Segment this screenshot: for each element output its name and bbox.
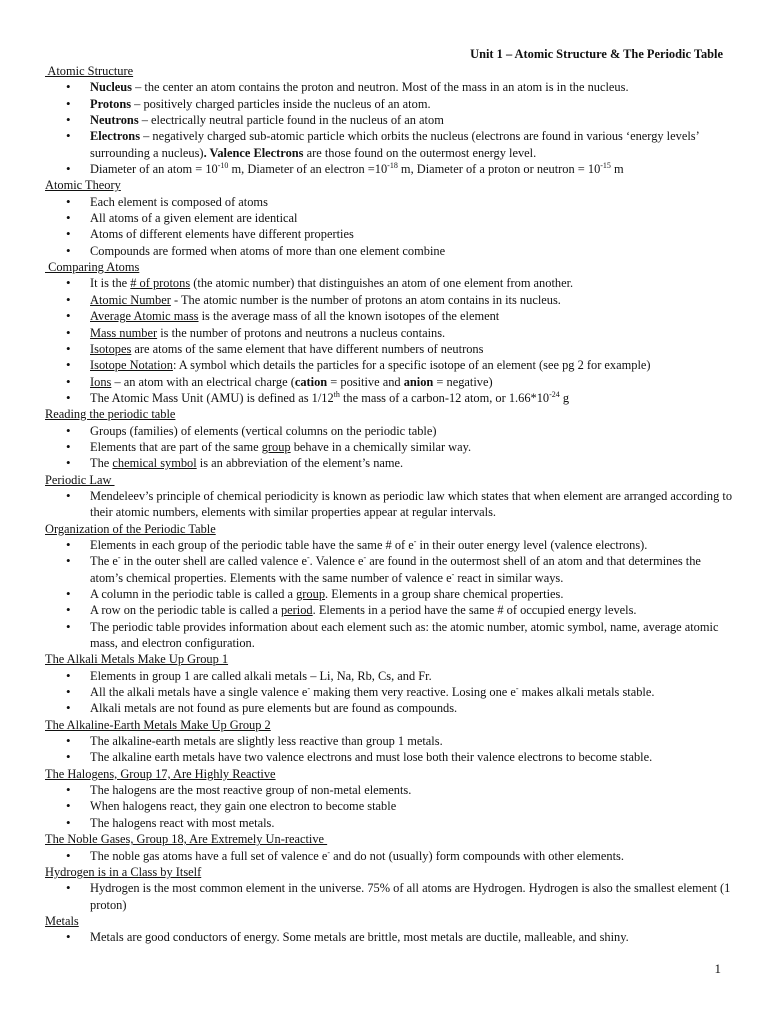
text-run: . Elements in a period have the same # of occupied energy levels. — [312, 603, 637, 618]
text-run: in their outer energy level (valence electrons). — [416, 537, 648, 552]
text-run: g — [559, 390, 570, 405]
text-run: A column in the periodic table is called a — [90, 587, 297, 601]
text-run: and do not (usually) form compounds with other elements. — [330, 848, 624, 863]
section-heading: The Alkaline-Earth Metals Make Up Group 2 — [45, 717, 271, 732]
bullet-item — [45, 848, 735, 864]
superscript: - — [307, 553, 310, 563]
text-run: – negatively charged sub-atomic particle which orbits the nucleus (electrons are found in various ‘energy levels’ surrounding a nucleus) — [90, 129, 699, 160]
bullet-list — [45, 423, 735, 472]
bullet-item — [45, 537, 735, 553]
text-run: - The atomic number is the number of protons an atom contains in its nucleus. — [170, 292, 561, 307]
section-heading: The Halogens, Group 17, Are Highly Reactive — [45, 766, 276, 781]
bullet-list — [45, 275, 735, 406]
bullet-item — [45, 161, 735, 177]
text-run: – electrically neutral particle found in the nucleus of an atom — [138, 113, 444, 128]
bullet-list — [45, 782, 735, 831]
bold-term: Electrons — [90, 129, 141, 144]
section-heading: Atomic Structure — [45, 64, 134, 78]
page-number: 1 — [714, 961, 721, 976]
text-run: react in similar ways. — [454, 570, 564, 585]
underlined-term: Isotopes — [90, 341, 132, 356]
bullet-item — [45, 423, 735, 439]
bullet-list — [45, 194, 735, 259]
bullet-item — [45, 325, 735, 341]
superscript: - — [413, 536, 417, 546]
bullet-list — [45, 880, 735, 913]
text-run: are those found on the outermost energy level. — [303, 145, 537, 160]
bullet-list — [45, 79, 735, 177]
superscript: -18 — [387, 161, 398, 171]
text-run: The — [90, 456, 113, 471]
bold-term: Protons — [90, 96, 132, 111]
bullet-list — [45, 929, 735, 945]
underlined-term: Mass number — [90, 325, 158, 340]
bullet-item — [45, 96, 735, 112]
bullet-item — [45, 749, 735, 765]
text-run: The periodic table provides information about each element such as: the atomic number, atomic symbol, name, average atomic mass, and electron configuration. — [90, 619, 719, 651]
bullet-item — [45, 586, 735, 602]
bullet-item — [45, 292, 735, 308]
bullet-item — [45, 374, 735, 390]
superscript: -24 — [549, 389, 560, 399]
text-run: Each element is composed of atoms — [90, 194, 268, 209]
section-heading: The Noble Gases, Group 18, Are Extremely Un-reactive — [45, 832, 328, 847]
text-run: Hydrogen is the most common element in the universe. 75% of all atoms are Hydrogen. Hydrogen is also the smallest element (1 proton) — [90, 881, 731, 912]
bullet-item — [45, 390, 735, 406]
bullet-item — [45, 226, 735, 242]
bullet-item — [45, 308, 735, 324]
underlined-term: Isotope Notation — [90, 358, 173, 373]
text-run: are found in the outermost shell of an atom and that determines the atom’s chemical properties. Elements with the same number of valence e — [90, 554, 701, 585]
underlined-term: chemical symbol — [112, 456, 197, 471]
text-run: Atoms of different elements have different properties — [90, 227, 354, 242]
text-run: the mass of a carbon-12 atom, or 1.66*10 — [339, 390, 550, 405]
text-run: Compounds are formed when atoms of more than one element combine — [90, 243, 446, 258]
text-run: makes alkali metals stable. — [518, 685, 655, 700]
bold-term: . Valence Electrons — [203, 145, 304, 160]
text-run: behave in a chemically similar way. — [290, 439, 472, 454]
bullet-item — [45, 668, 735, 684]
text-run: m, Diameter of an electron =10 — [228, 162, 388, 177]
page-title: Unit 1 – Atomic Structure & The Periodic Table — [470, 47, 723, 61]
underlined-term: # of protons — [130, 276, 191, 291]
text-run: . Elements in a group share chemical properties. — [325, 587, 564, 601]
section-heading: Hydrogen is in a Class by Itself — [45, 864, 202, 879]
text-run: – an atom with an electrical charge ( — [111, 374, 295, 389]
text-run: The halogens react with most metals. — [90, 815, 275, 830]
bullet-item — [45, 815, 735, 831]
bold-term: anion — [403, 374, 434, 389]
superscript: - — [363, 553, 367, 563]
text-run: All the alkali metals have a single valence e — [90, 685, 308, 700]
text-run: = positive and — [327, 374, 404, 389]
superscript: -10 — [217, 161, 229, 171]
bullet-item — [45, 733, 735, 749]
section-heading: Reading the periodic table — [45, 407, 176, 422]
text-run: It is the — [90, 276, 131, 291]
bullet-item — [45, 243, 735, 259]
text-run: The Atomic Mass Unit (AMU) is defined as 1/12 — [90, 390, 334, 405]
text-run: The alkaline earth metals have two valence electrons and must lose both their valence electrons to become stable. — [90, 750, 653, 765]
text-run: (the atomic number) that distinguishes an atom of one element from another. — [190, 276, 574, 291]
text-run: Elements in group 1 are called alkali metals – Li, Na, Rb, Cs, and Fr. — [90, 668, 432, 683]
superscript: - — [327, 847, 331, 857]
text-run: The alkaline-earth metals are slightly less reactive than group 1 metals. — [90, 734, 443, 749]
text-run: Diameter of an atom = 10 — [90, 162, 218, 177]
text-run: . Valence e — [309, 554, 364, 569]
document-body — [45, 63, 735, 946]
text-run: are atoms of the same element that have different numbers of neutrons — [131, 341, 484, 356]
superscript: - — [515, 684, 519, 694]
underlined-term: period — [280, 603, 313, 618]
underlined-term: Atomic Number — [90, 292, 171, 307]
text-run: m — [610, 162, 624, 177]
section-heading: Atomic Theory — [45, 178, 121, 193]
text-run: The e — [90, 554, 118, 569]
bullet-item — [45, 782, 735, 798]
bullet-list — [45, 668, 735, 717]
text-run: The noble gas atoms have a full set of valence e — [90, 848, 328, 863]
text-run: is the number of protons and neutrons a nucleus contains. — [157, 325, 446, 340]
bullet-list — [45, 537, 735, 651]
bullet-list — [45, 733, 735, 766]
superscript: - — [117, 553, 121, 563]
bullet-list — [45, 848, 735, 864]
section-heading: Periodic Law — [45, 472, 115, 487]
section-heading: Comparing Atoms — [45, 260, 140, 275]
bullet-item — [45, 602, 735, 618]
text-run: m, Diameter of a proton or neutron = 10 — [397, 162, 601, 177]
superscript: - — [307, 684, 311, 694]
text-run: – positively charged particles inside the nucleus of an atom. — [131, 96, 431, 111]
superscript: -15 — [600, 161, 611, 171]
text-run: All atoms of a given element are identical — [90, 211, 298, 226]
bullet-item — [45, 880, 735, 913]
superscript: - — [451, 569, 455, 579]
underlined-term: group — [261, 439, 291, 454]
bullet-item — [45, 684, 735, 700]
text-run: making them very reactive. Losing one e — [310, 685, 516, 700]
text-run: Elements that are part of the same — [90, 439, 262, 454]
bullet-item — [45, 341, 735, 357]
bullet-item — [45, 79, 735, 95]
bullet-item — [45, 488, 735, 521]
bold-term: cation — [294, 374, 328, 389]
text-run: : A symbol which details the particles for a specific isotope of an element (see pg 2 for example) — [172, 358, 651, 373]
bold-term: Neutrons — [90, 113, 139, 128]
bullet-item — [45, 929, 735, 945]
text-run: in the outer shell are called valence e — [120, 554, 307, 569]
bullet-item — [45, 553, 735, 586]
text-run: Groups (families) of elements (vertical columns on the periodic table) — [90, 423, 437, 438]
bullet-item — [45, 798, 735, 814]
bullet-item — [45, 112, 735, 128]
bullet-item — [45, 128, 735, 161]
text-run: = negative) — [433, 374, 493, 389]
text-run: Mendeleev’s principle of chemical periodicity is known as periodic law which states that when element are arranged according to their atomic numbers, elements with similar properties appear at regular intervals. — [90, 488, 733, 520]
underlined-term: Average Atomic mass — [90, 309, 199, 324]
text-run: Alkali metals are not found as pure elements but are found as compounds. — [90, 701, 458, 716]
text-run: is the average mass of all the known isotopes of the element — [198, 309, 500, 324]
superscript: th — [333, 389, 340, 399]
underlined-term: group — [296, 587, 326, 601]
text-run: A row on the periodic table is called a — [90, 603, 281, 618]
underlined-term: Ions — [90, 374, 112, 389]
text-run: is an abbreviation of the element’s name. — [196, 456, 404, 471]
text-run: – the center an atom contains the proton and neutron. Most of the mass in an atom is in the nucleus. — [132, 80, 629, 95]
text-run: When halogens react, they gain one electron to become stable — [90, 799, 397, 814]
bullet-item — [45, 194, 735, 210]
section-heading: Organization of the Periodic Table — [45, 521, 216, 536]
bullet-item — [45, 275, 735, 291]
bold-term: Nucleus — [90, 80, 132, 95]
section-heading: The Alkali Metals Make Up Group 1 — [45, 652, 229, 667]
bullet-item — [45, 210, 735, 226]
bullet-item — [45, 619, 735, 652]
section-heading: Metals — [45, 913, 79, 928]
text-run: Metals are good conductors of energy. Some metals are brittle, most metals are ductile, malleable, and shiny. — [90, 930, 629, 945]
bullet-item — [45, 357, 735, 373]
bullet-item — [45, 455, 735, 471]
text-run: Elements in each group of the periodic table have the same # of e — [90, 537, 414, 552]
bullet-item — [45, 439, 735, 455]
text-run: The halogens are the most reactive group of non-metal elements. — [90, 783, 412, 798]
bullet-list — [45, 488, 735, 521]
bullet-item — [45, 700, 735, 716]
